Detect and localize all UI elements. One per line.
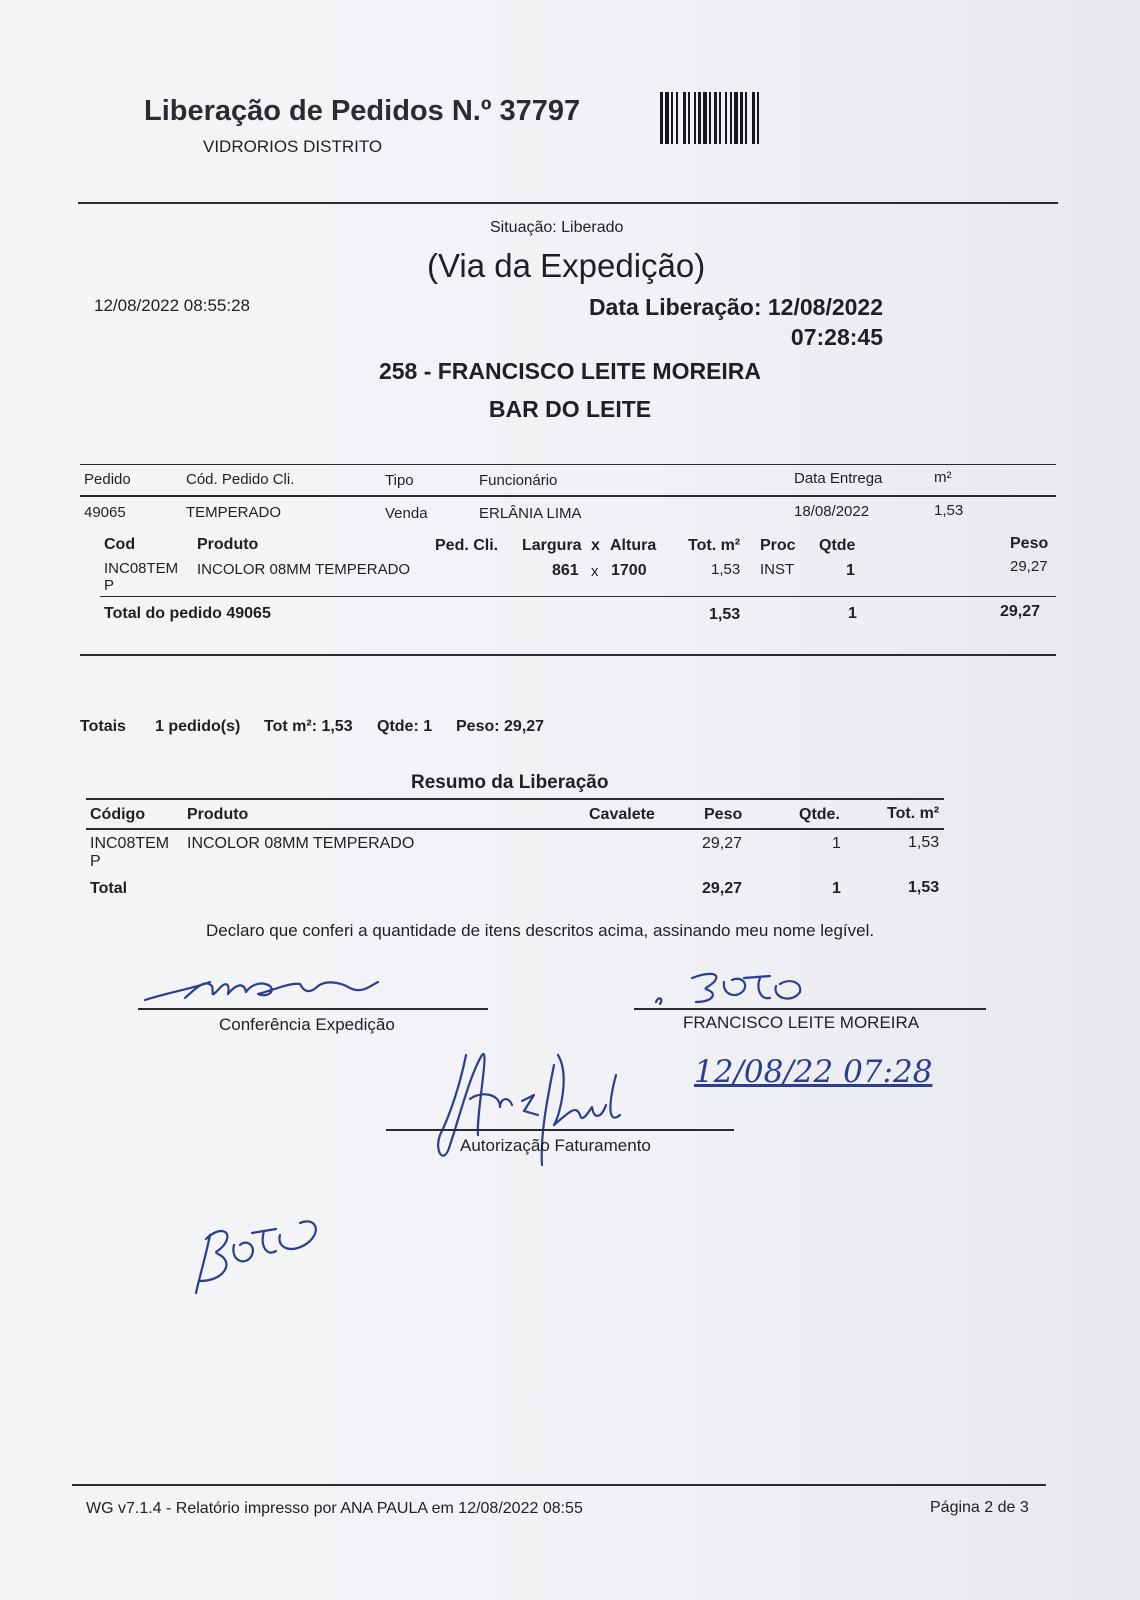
barcode-bar bbox=[660, 92, 663, 144]
summary-header-line bbox=[86, 828, 944, 830]
barcode-bar bbox=[745, 92, 747, 144]
item-col-tot-m2: Tot. m² bbox=[688, 537, 741, 554]
client-signature-line bbox=[634, 1008, 986, 1010]
release-date bbox=[553, 292, 883, 352]
item-cod-line2: P bbox=[104, 577, 115, 594]
item-peso: 29,27 bbox=[1010, 558, 1048, 575]
barcode-bar bbox=[683, 92, 686, 144]
header-divider bbox=[78, 202, 1058, 204]
barcode bbox=[660, 92, 835, 144]
client-signature-label: FRANCISCO LEITE MOREIRA bbox=[683, 1013, 920, 1032]
billing-signature-line bbox=[386, 1129, 734, 1131]
footer-divider bbox=[72, 1484, 1046, 1486]
copy-type: (Via da Expedição) bbox=[427, 247, 706, 284]
summary-total-qtde: 1 bbox=[832, 880, 841, 897]
item-altura: 1700 bbox=[611, 562, 647, 579]
document-title: Liberação de Pedidos N.º 37797 bbox=[144, 95, 581, 127]
barcode-bar bbox=[757, 92, 759, 144]
cell-funcionario: ERLÂNIA LIMA bbox=[479, 505, 582, 522]
col-cod-pedido-cli: Cód. Pedido Cli. bbox=[186, 471, 295, 488]
barcode-bar bbox=[752, 92, 755, 144]
cell-pedido: 49065 bbox=[84, 504, 126, 521]
order-total-label: Total do pedido 49065 bbox=[104, 605, 271, 622]
summary-qtde: 1 bbox=[832, 835, 841, 852]
table-top-line bbox=[80, 464, 1056, 465]
client-signature bbox=[652, 968, 822, 1010]
totals-peso: Peso: 29,27 bbox=[456, 718, 545, 735]
summary-col-peso: Peso bbox=[704, 806, 743, 823]
summary-produto: INCOLOR 08MM TEMPERADO bbox=[187, 835, 415, 852]
expedition-signature-line bbox=[138, 1008, 488, 1010]
barcode-bar bbox=[725, 92, 727, 144]
totals-label: Totais bbox=[80, 718, 126, 735]
item-x: x bbox=[591, 563, 599, 580]
col-data-entrega: Data Entrega bbox=[794, 470, 883, 487]
totals-m2: Tot m²: 1,53 bbox=[264, 718, 353, 735]
expedition-signature bbox=[140, 970, 390, 1010]
table-header-line bbox=[80, 495, 1056, 497]
item-qtde: 1 bbox=[846, 562, 855, 579]
item-col-ped-cli: Ped. Cli. bbox=[435, 537, 499, 554]
summary-title: Resumo da Liberação bbox=[411, 772, 609, 793]
item-col-altura: Altura bbox=[610, 537, 657, 554]
company-name: VIDRORIOS DISTRITO bbox=[203, 137, 383, 156]
item-col-cod: Cod bbox=[104, 536, 136, 553]
handwritten-date: 12/08/22 07:28 bbox=[694, 1054, 933, 1090]
item-total-line bbox=[100, 596, 1056, 597]
summary-total-peso: 29,27 bbox=[702, 880, 743, 897]
client-business: BAR DO LEITE bbox=[488, 396, 652, 422]
barcode-bar bbox=[671, 92, 673, 144]
item-col-proc: Proc bbox=[760, 537, 796, 554]
summary-codigo-line2: P bbox=[90, 853, 101, 870]
col-m2: m² bbox=[934, 469, 952, 486]
summary-top-line bbox=[86, 798, 944, 800]
barcode-bar bbox=[703, 92, 707, 144]
summary-total-label: Total bbox=[90, 880, 128, 897]
order-total-m2: 1,53 bbox=[709, 606, 741, 623]
printed-timestamp: 12/08/2022 08:55:28 bbox=[94, 296, 250, 315]
item-largura: 861 bbox=[552, 562, 579, 579]
item-col-peso: Peso bbox=[1010, 535, 1049, 552]
barcode-bar bbox=[688, 92, 690, 144]
item-cod-line1: INC08TEM bbox=[104, 560, 179, 577]
col-tipo: Tipo bbox=[385, 472, 414, 489]
barcode-bar bbox=[714, 92, 717, 144]
order-total-qtde: 1 bbox=[848, 605, 857, 622]
barcode-bar bbox=[665, 92, 669, 144]
cell-tipo: Venda bbox=[385, 505, 428, 522]
summary-codigo-line1: INC08TEM bbox=[90, 835, 170, 852]
summary-col-codigo: Código bbox=[90, 806, 146, 823]
status-text: Situação: Liberado bbox=[490, 219, 624, 236]
summary-col-tot-m2: Tot. m² bbox=[887, 805, 940, 822]
barcode-bar bbox=[740, 92, 743, 144]
barcode-bar bbox=[730, 92, 732, 144]
item-col-x: x bbox=[591, 537, 600, 554]
col-pedido: Pedido bbox=[84, 471, 131, 488]
item-col-qtde: Qtde bbox=[819, 537, 856, 554]
summary-col-cavalete: Cavalete bbox=[589, 806, 655, 823]
expedition-signature-label: Conferência Expedição bbox=[219, 1015, 395, 1034]
table-bottom-line bbox=[80, 654, 1056, 656]
summary-col-qtde: Qtde. bbox=[799, 806, 840, 823]
item-produto: INCOLOR 08MM TEMPERADO bbox=[197, 561, 411, 578]
barcode-bar bbox=[698, 92, 701, 144]
footer-report-info: WG v7.1.4 - Relatório impresso por ANA PAULA em 12/08/2022 08:55 bbox=[86, 1500, 583, 1517]
barcode-bar bbox=[719, 92, 721, 144]
cell-cod-pedido-cli: TEMPERADO bbox=[186, 504, 282, 521]
page-number: Página 2 de 3 bbox=[930, 1499, 1029, 1516]
barcode-bar bbox=[734, 92, 738, 144]
initials-scribble bbox=[190, 1205, 340, 1295]
order-total-peso: 29,27 bbox=[1000, 603, 1041, 620]
item-col-largura: Largura bbox=[522, 537, 582, 554]
barcode-bar bbox=[694, 92, 696, 144]
cell-m2: 1,53 bbox=[934, 502, 964, 519]
summary-col-produto: Produto bbox=[187, 806, 249, 823]
barcode-bar bbox=[676, 92, 678, 144]
billing-signature-label: Autorização Faturamento bbox=[460, 1136, 651, 1155]
col-funcionario: Funcionário bbox=[479, 472, 558, 489]
item-tot-m2: 1,53 bbox=[711, 561, 741, 578]
release-time: 07:28:45 bbox=[790, 324, 883, 350]
totals-pedidos: 1 pedido(s) bbox=[155, 718, 241, 735]
totals-qtde: Qtde: 1 bbox=[377, 718, 433, 735]
release-date-label: Data Liberação: 12/08/2022 bbox=[588, 294, 883, 320]
item-col-produto: Produto bbox=[197, 536, 259, 553]
cell-data-entrega: 18/08/2022 bbox=[794, 503, 870, 520]
item-proc: INST bbox=[760, 561, 795, 578]
summary-peso: 29,27 bbox=[702, 835, 743, 852]
barcode-bar bbox=[709, 92, 711, 144]
client-name: 258 - FRANCISCO LEITE MOREIRA bbox=[378, 358, 762, 384]
declaration-text: Declaro que conferi a quantidade de itens descritos acima, assinando meu nome legível. bbox=[206, 921, 875, 940]
summary-tot-m2: 1,53 bbox=[908, 834, 940, 851]
summary-total-tot-m2: 1,53 bbox=[908, 879, 940, 896]
